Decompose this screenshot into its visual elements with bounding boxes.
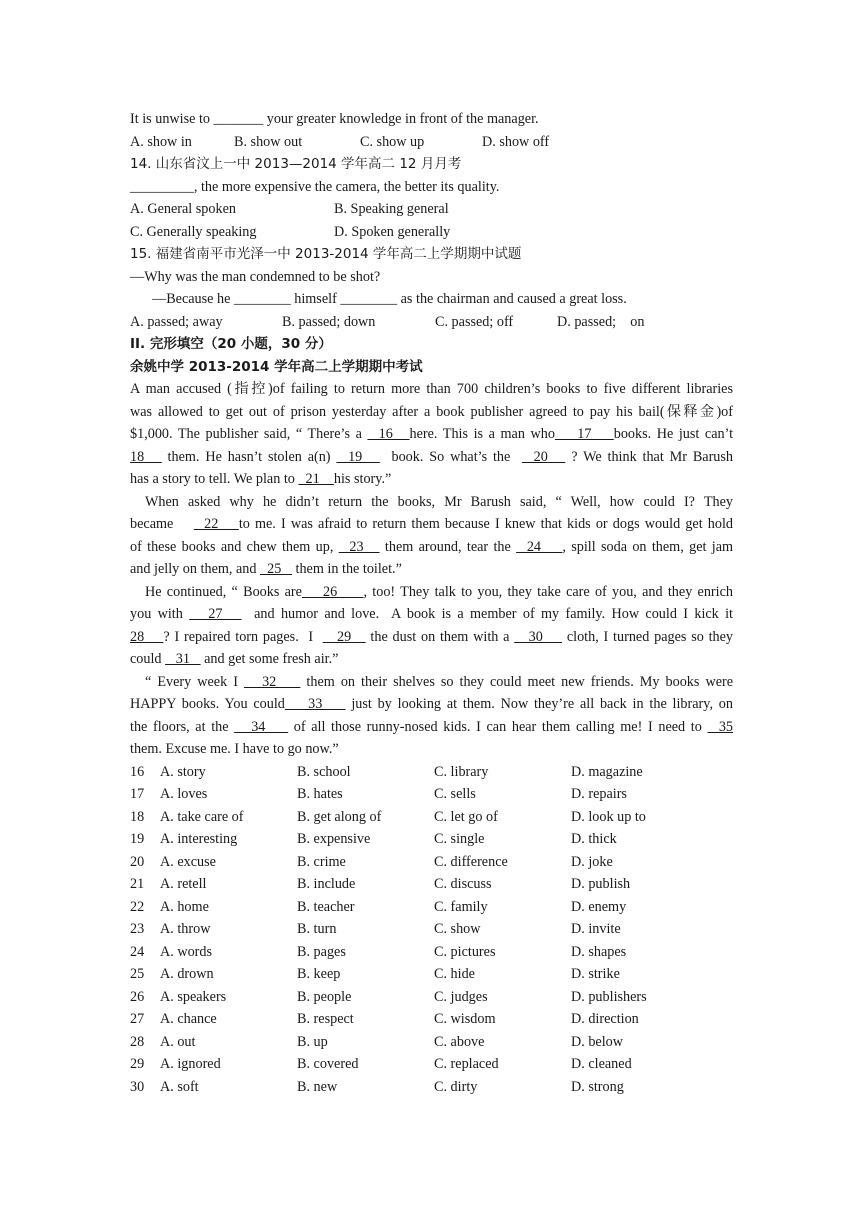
option-b: B. passed; down [282,313,376,330]
option-d: D. repairs [571,786,627,802]
option-b: B. pages [297,943,346,960]
text: book. So what’s the [379,448,522,465]
text: of all those runny-nosed kids. I can hear them calling me! I need to [288,718,708,735]
option-b: B. teacher [297,898,355,915]
blank-28: 28 [130,628,164,645]
option-d: D. joke [571,853,613,870]
passage-line [130,716,733,739]
passage-line [130,693,733,716]
blank-19: 19 [336,448,380,465]
option-c: C. above [434,1033,485,1050]
question-number: 23 [130,921,145,937]
option-b: B. respect [297,1011,354,1027]
option-a: A. interesting [160,831,238,847]
text: and jelly on them, and [130,561,261,577]
option-c: C. let go of [434,808,498,825]
text: , too! They talk to you, they take care of you, and they enrich [363,583,733,600]
option-b: B. get along of [297,808,382,825]
question-number: 28 [130,1033,145,1050]
blank-16: 16 [367,426,410,442]
option-b: B. expensive [297,831,371,847]
option-d: D. below [571,1033,624,1050]
option-c: C. Generally speaking [130,223,257,240]
option-row [130,806,733,829]
question-number: 21 [130,876,145,892]
option-d: D. enemy [571,898,627,915]
passage-line [130,626,733,649]
option-d: D. show off [482,133,550,150]
option-b: B. up [297,1033,328,1050]
option-d: D. magazine [571,763,643,780]
option-a: A. story [160,763,206,780]
option-d: D. direction [571,1011,639,1027]
text: HAPPY books. You could [130,696,285,712]
q13-options [130,131,733,154]
text: of these books and chew them up, [130,538,339,555]
q15-options [130,311,733,334]
question-number: 16 [130,763,145,780]
option-a: A. passed; away [130,313,223,330]
option-a: A. excuse [160,853,216,870]
text: has a story to tell. We plan to [130,471,299,487]
text: He continued, “ Books are [145,583,302,600]
blank-23: 23 [338,538,380,555]
q15-line2: —Because he ________ himself ________ as the chairman and caused a great loss. [152,291,627,307]
option-c: C. discuss [434,876,492,892]
text: , spill soda on them, get jam [562,538,734,555]
text: cloth, I turned pages so they [562,628,734,645]
option-c: C. replaced [434,1056,499,1072]
option-d: D. cleaned [571,1056,632,1072]
option-row [130,941,733,964]
text: his story.” [333,471,392,487]
option-a: A. chance [160,1011,217,1027]
option-row [130,851,733,874]
option-a: A. take care of [160,808,244,825]
passage-line: When asked why he didn’t return the books, Mr Barush said, “ Well, how could I? They [145,493,733,510]
text: just by looking at them. Now they’re all back in the library, on [345,696,733,712]
passage-line [130,423,733,446]
passage-line [130,648,733,671]
option-row [130,1031,733,1054]
blank-34: 34 [234,718,289,735]
blank-31: 31 [165,651,201,667]
option-c: C. wisdom [434,1011,496,1027]
section-source: 余姚中学 2013-2014 学年高二上学期期中考试 [130,358,423,375]
option-b: B. people [297,988,352,1005]
option-b: B. new [297,1078,338,1095]
text: could [130,651,166,667]
option-a: A. drown [160,966,214,982]
passage-line [130,603,733,626]
passage-line [130,558,733,581]
blank-29: 29 [322,628,366,645]
option-b: B. school [297,763,351,780]
options-table [130,761,733,1099]
option-a: A. soft [160,1078,199,1095]
blank-25: 25 [260,561,292,577]
option-c: C. hide [434,966,475,982]
option-d: D. Spoken generally [334,223,451,240]
option-d: D. shapes [571,943,627,960]
text: them on their shelves so they could meet new friends. My books were [300,673,734,690]
option-c: C. sells [434,786,476,802]
option-c: C. judges [434,988,488,1005]
option-d: D. invite [571,921,621,937]
option-b: B. show out [234,133,303,150]
option-row [130,783,733,806]
text: you with [130,606,190,622]
option-row [130,1053,733,1076]
option-c: C. passed; off [435,313,514,330]
option-b: B. include [297,876,356,892]
option-a: A. retell [160,876,207,892]
option-row [130,828,733,851]
text: the floors, at the [130,718,235,735]
option-row [130,896,733,919]
section-heading: II. 完形填空（20 小题，30 分） [130,336,332,352]
blank-20: 20 [521,448,566,465]
text: and get some fresh air.” [200,651,339,667]
text: books. He just can’t [613,426,734,442]
blank-32: 32 [243,673,301,690]
q15-source: 15. 福建省南平市光泽一中 2013-2014 学年高二上学期期中试题 [130,246,522,262]
option-c: C. difference [434,853,508,870]
q15-line1: —Why was the man condemned to be shot? [130,268,381,285]
option-a: A. out [160,1033,196,1050]
passage-line [130,671,733,694]
option-row [130,1008,733,1031]
text: the dust on them with a [365,628,515,645]
question-number: 17 [130,786,145,802]
text: ? We think that Mr Barush [565,448,734,465]
text: $1,000. The publisher said, “ There’s a [130,426,368,442]
question-number: 27 [130,1011,145,1027]
text: them in the toilet.” [291,561,402,577]
option-d: D. thick [571,831,617,847]
question-number: 26 [130,988,145,1005]
option-c: C. library [434,763,489,780]
question-number: 19 [130,831,145,847]
passage-line: them. Excuse me. I have to go now.” [130,741,339,757]
document-page [130,108,733,1098]
option-b: B. keep [297,966,341,982]
q13-stem: It is unwise to _______ your greater knowledge in front of the manager. [130,111,539,127]
q14-source: 14. 山东省汶上一中 2013—2014 学年高二 12 月月考 [130,156,462,172]
passage-line [130,468,733,491]
option-b: B. covered [297,1056,359,1072]
option-a: A. loves [160,786,208,802]
option-row [130,1076,733,1099]
option-b: B. hates [297,786,343,802]
q14-options-row2 [130,221,733,244]
option-d: D. look up to [571,808,646,825]
blank-26: 26 [301,583,364,600]
option-row [130,986,733,1009]
question-number: 18 [130,808,145,825]
blank-22: 22 [193,516,239,532]
text: to me. I was afraid to return them because I knew that kids or dogs would get hold [238,516,733,532]
option-d: D. strike [571,966,620,982]
q14-stem: _________, the more expensive the camera, the better its quality. [130,178,500,195]
passage-line: A man accused (指控)of failing to return more than 700 children’s books to five different libraries [130,381,733,397]
question-number: 25 [130,966,145,982]
blank-18: 18 [130,448,162,465]
option-c: C. show up [360,133,425,150]
question-number: 20 [130,853,145,870]
option-row [130,918,733,941]
option-c: C. pictures [434,943,496,960]
blank-24: 24 [516,538,563,555]
q14-options-row1 [130,198,733,221]
option-c: C. show [434,921,481,937]
blank-33: 33 [284,696,346,712]
blank-35: 35 [707,718,734,735]
blank-17: 17 [554,426,614,442]
blank-30: 30 [514,628,563,645]
option-a: A. speakers [160,988,227,1005]
option-b: B. turn [297,921,337,937]
option-d: D. passed; on [557,313,645,330]
passage-line [130,513,733,536]
option-row [130,873,733,896]
option-c: C. dirty [434,1078,478,1095]
blank-27: 27 [189,606,242,622]
text: ? I repaired torn pages. I [163,628,323,645]
passage-line: was allowed to get out of prison yesterday after a book publisher agreed to pay his bail(保释金)of [130,403,733,420]
text: and humor and love. A book is a member of my family. How could I kick it [241,606,734,622]
passage-line [130,536,733,559]
option-a: A. home [160,898,209,915]
passage-line [130,581,733,604]
option-b: B. crime [297,853,346,870]
question-number: 29 [130,1056,145,1072]
option-c: C. single [434,831,485,847]
text: them. He hasn’t stolen a(n) [161,448,337,465]
option-b: B. Speaking general [334,201,449,217]
text: them around, tear the [379,538,517,555]
question-number: 22 [130,898,145,915]
question-number: 30 [130,1078,145,1095]
question-number: 24 [130,943,145,960]
option-d: D. publishers [571,988,647,1005]
option-d: D. publish [571,876,631,892]
option-a: A. throw [160,921,211,937]
option-a: A. words [160,943,213,960]
option-a: A. ignored [160,1056,221,1072]
passage-line [130,446,733,469]
text: here. This is a man who [409,426,555,442]
option-d: D. strong [571,1078,624,1095]
option-row [130,963,733,986]
option-a: A. show in [130,133,192,150]
text: “ Every week I [145,673,244,690]
blank-21: 21 [298,471,334,487]
option-row [130,761,733,784]
option-a: A. General spoken [130,201,236,217]
option-c: C. family [434,898,488,915]
text: became [130,516,194,532]
